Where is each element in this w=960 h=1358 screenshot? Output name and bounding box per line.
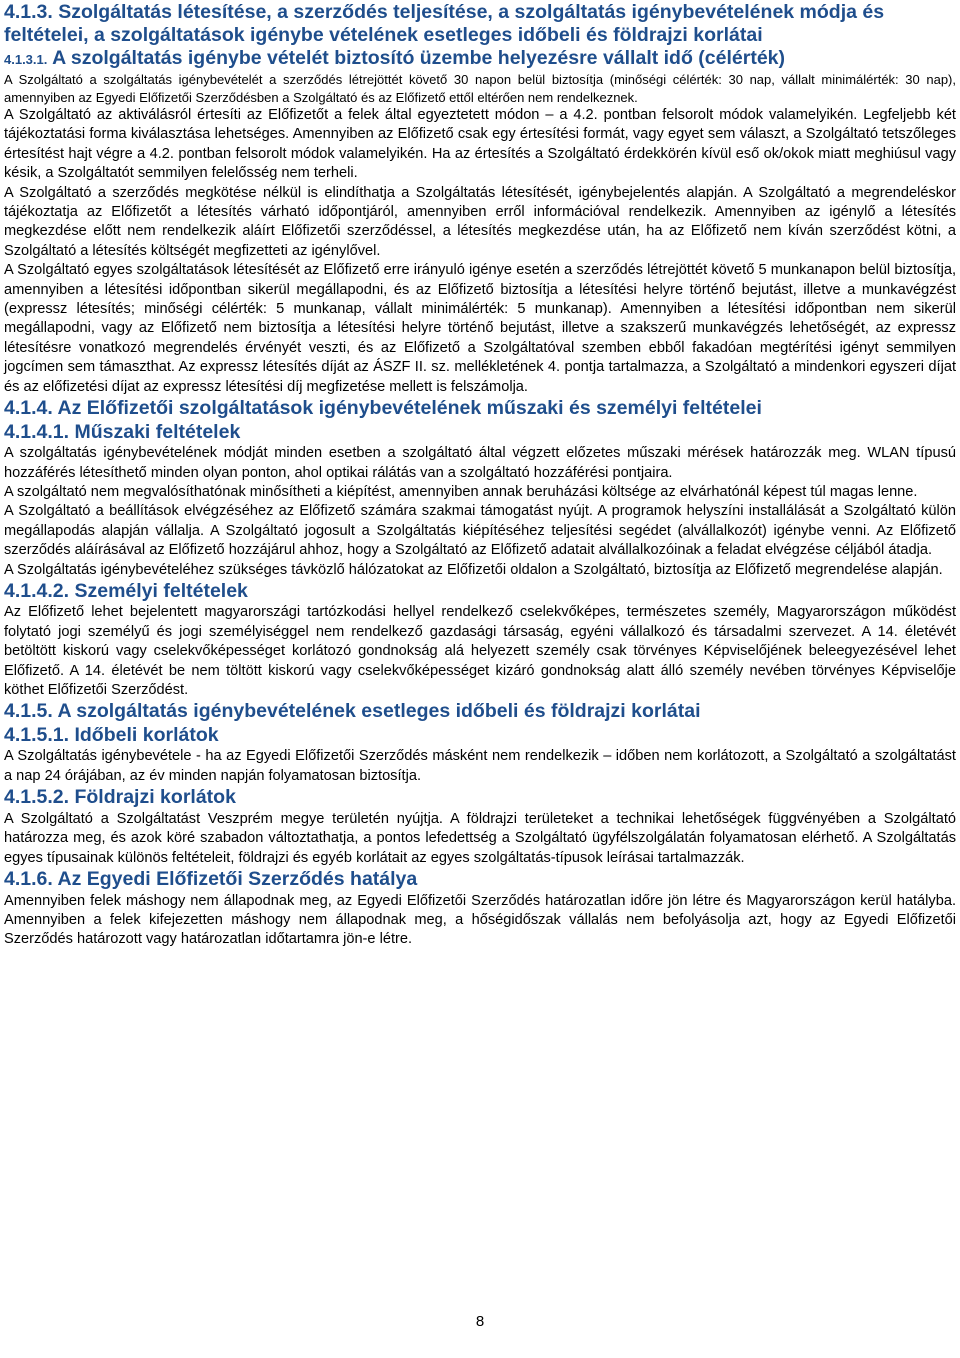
heading-4-1-3-1 (4, 47, 956, 71)
paragraph-support-and-subcontractor: A Szolgáltató a beállítások elvégzéséhez az Előfizető számára szakmai támogatást nyújt. A programok helyszíni installálását a Szolgáltató külön megállapodás alapján vállalja. A Szolgáltató jogosult a Szolgáltatás kiépítéséhez teljesítési segédet (alvállalkozót) igénybe venni. Az Előfizető szerződés aláírásával az Előfizető hozzájárul ahhoz, hogy a Szolgáltató az Előfizető adatait alvállalkozóinak a feladat elvégzése céljából átadja. (4, 503, 956, 559)
heading-4-1-3-1-number: 4.1.3.1. (4, 52, 48, 67)
heading-4-1-3-1-title: A szolgáltatás igénybe vételét biztosító üzembe helyezésre vállalt idő (célérték) (52, 47, 786, 69)
heading-4-1-6: 4.1.6. Az Egyedi Előfizetői Szerződés hatálya (4, 868, 418, 890)
heading-4-1-5-2: 4.1.5.2. Földrajzi korlátok (4, 786, 236, 809)
paragraph-activation-deadline: A Szolgáltató a szolgáltatás igénybevételét a szerződés létrejöttét követő 30 napon belül biztosítja (minőségi célérték: 30 nap, vállalt minimálérték: 30 nap), amennyiben az Egyedi Előfizetői Szerződésben a Szolgáltató és az Előfizető ettől eltérően nem rendelkeznek. (4, 72, 956, 105)
heading-4-1-4-2: 4.1.4.2. Személyi feltételek (4, 579, 248, 602)
heading-4-1-5-1: 4.1.5.1. Időbeli korlátok (4, 723, 219, 746)
heading-4-1-5: 4.1.5. A szolgáltatás igénybevételének esetleges időbeli és földrajzi korlátai (4, 700, 701, 723)
paragraph-time-limits: A Szolgáltatás igénybevétele - ha az Egyedi Előfizetői Szerződés másként nem rendelkezik – időben nem korlátozott, a Szolgáltató a szolgáltatást a nap 24 órájában, az év minden napján folyamatosan biztosítja. (4, 748, 956, 784)
paragraph-contract-effect: Amennyiben felek máshogy nem állapodnak meg, az Egyedi Előfizetői Szerződés határozatlan időre jön létre és Magyarországon kerül hatályba. Amennyiben a felek kifejezetten máshogy nem állapodnak meg, a hőségidőszak vállalás nem befolyásolja azt, hogy az Egyedi Előfizetői Szerződés határozott vagy határozatlan időtartamra jön-e létre. (4, 892, 956, 948)
paragraph-activation-notice: A Szolgáltató az aktiválásról értesíti az Előfizetőt a felek által egyeztetett módon – a 4.2. pontban felsorolt módok valamelyikén. Legfeljebb két tájékoztatási forma kiválasztása lehetséges. Amennyiben az Előfizető csak egy értesítési formát, vagy egyet sem választ, a Szolgáltató tetszőleges értesítést hajt végre a 4.2. pontban felsorolt módok valamelyikén. Ha az értesítés a Szolgáltató érdekkörén kívül eső ok/okok miatt meghiúsul vagy késik, a Szolgáltatót semmilyen felelősség nem terheli. (4, 107, 956, 182)
paragraph-express-installation: A Szolgáltató egyes szolgáltatások létesítését az Előfizető erre irányuló igénye esetén a szerződés létrejöttét követő 5 munkanapon belül biztosítja, amennyiben a létesítési időpontban sikerül megállapodni, és az Előfizető biztosítja a létesítési helyre történő bejutást, illetve a munkavégzést (expressz létesítés; minőségi célérték: 5 munkanap, vállalt minimálérték: 5 munkanap). Amennyiben a létesítési időpontban nem sikerül megállapodni, vagy az Előfizető nem biztosítja a létesítési helyre történő bejutást, illetve a szakszerű munkavégzés lehetőségét, az expressz létesítésre vonatkozó megrendelés érvényét veszti, és az Előfizető a Szolgáltatóval szemben ebből fakadóan megtérítési igényt semmilyen jogcímen sem támaszthat. Az expressz létesítés díját az ÁSZF II. sz. mellékletének 4. pontja tartalmazza, a Szolgáltató a mindenkori egyszeri díjat és az előfizetési díjat az expressz létesítési díj megfizetése mellett is felszámolja. (4, 262, 956, 395)
heading-4-1-3: 4.1.3. Szolgáltatás létesítése, a szerződés teljesítése, a szolgáltatás igénybevételének módja és feltételei, a szolgáltatások igénybe vételének esetleges időbeli és földrajzi korlátai (4, 1, 885, 46)
paragraph-geographic-limits: A Szolgáltató a Szolgáltatást Veszprém megye területén nyújtja. A földrajzi területeket a technikai lehetőségek függvényében a Szolgáltató határozza meg, és azok köré szabadon változtathatja, a pontos lefedettség a Szolgáltató ügyfélszolgálatán folyamatosan elérhető. A Szolgáltatás egyes típusainak különös feltételeit, földrajzi és egyéb korlátait az egyes szolgáltatás-típusok leírásai tartalmazzák. (4, 810, 956, 866)
heading-4-1-4-1: 4.1.4.1. Műszaki feltételek (4, 420, 241, 443)
paragraph-personal-conditions: Az Előfizető lehet bejelentett magyarországi tartózkodási hellyel rendelkező cselekvőképes, természetes személy, Magyarországon működést folytató jogi személyű és jogi személyiséggel nem rendelkező gazdasági társaság, egyéni vállalkozó és társadalmi szervezet. A 14. életévét betöltött kiskorú vagy cselekvőképességet korlátozó gondnokság alá helyezett személy csak törvényes Képviselőjének beleegyezésével lehet Előfizető. A 14. életévét be nem töltött kiskorú vagy cselekvőképességet kizáró gondnokság alatt álló személy nevében törvényes Képviselője köthet Előfizetői Szerződést. (4, 604, 956, 699)
page-number: 8 (475, 1313, 485, 1330)
paragraph-infeasible-installation: A szolgáltató nem megvalósíthatónak minősítheti a kiépítést, amennyiben annak beruházási költsége az elvárhatónál képest túl magas lenne. (4, 483, 918, 500)
document-page (4, 0, 956, 950)
heading-4-1-4: 4.1.4. Az Előfizetői szolgáltatások igénybevételének műszaki és személyi feltételei (4, 397, 762, 420)
paragraph-installation-without-contract: A Szolgáltató a szerződés megkötése nélkül is elindíthatja a Szolgáltatás létesítését, igénybejelentés alapján. A Szolgáltató a megrendeléskor tájékoztatja az Előfizetőt a létesítés várható időpontjáról, amennyiben erről információval rendelkezik. Amennyiben az igénylő a létesítés megkezdése előtt nem rendelkezik aláírt Előfizetői szerződéssel, a létesítés megkezdése után, ha az Előfizető nem kíván szerződést kötni, a Szolgáltató a létesítés költségét megfizetteti az igénylővel. (4, 184, 956, 259)
paragraph-network-provision: A Szolgáltatás igénybevételéhez szükséges távközlő hálózatokat az Előfizetői oldalon a Szolgáltató, biztosítja az Előfizető megrendelése alapján. (4, 561, 943, 578)
paragraph-technical-measurement: A szolgáltatás igénybevételének módját minden esetben a szolgáltató által végzett előzetes műszaki mérések határozzák meg. WLAN típusú hozzáférés létesíthető minden olyan ponton, ahol optikai rálátás van a szolgáltató hozzáférési pontjaira. (4, 445, 956, 481)
